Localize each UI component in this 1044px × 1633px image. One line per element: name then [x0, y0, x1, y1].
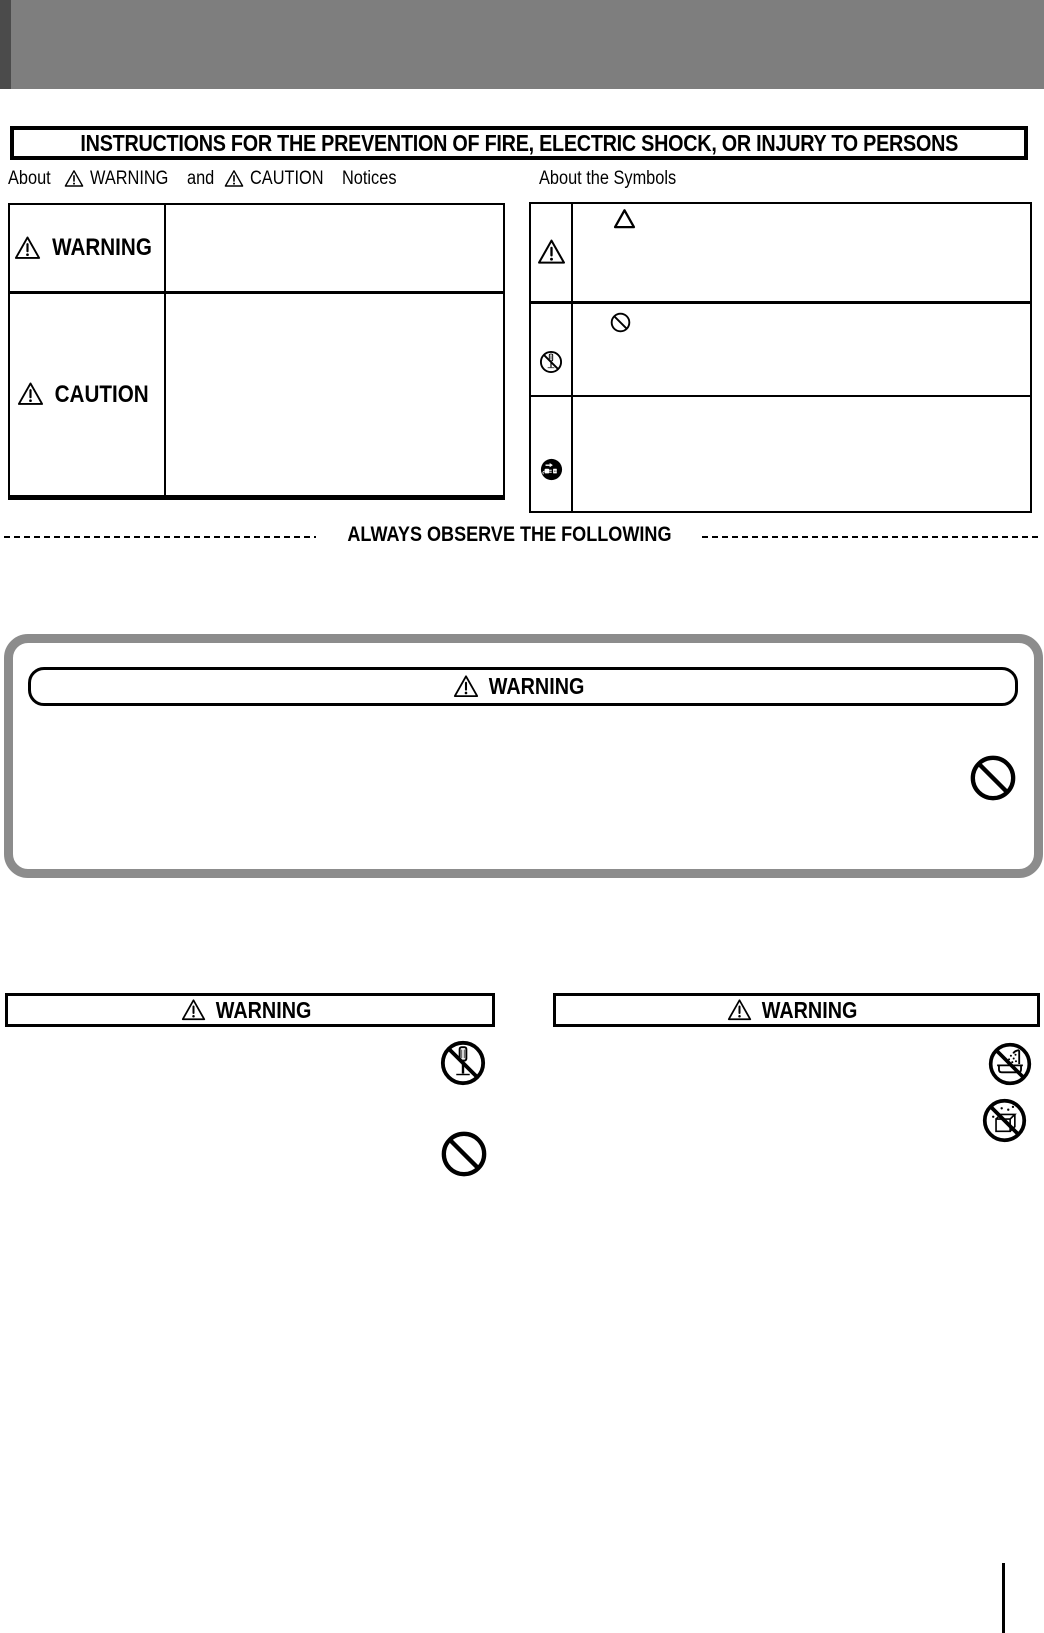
observe-divider-label: ALWAYS OBSERVE THE FOLLOWING — [346, 523, 672, 546]
warning-triangle-icon — [14, 235, 41, 262]
action-symbol-description-cell — [573, 397, 1030, 511]
caution-word: CAUTION — [250, 168, 325, 189]
no-moisture-icon — [981, 1097, 1028, 1144]
notices-legend-table — [8, 203, 505, 500]
warning-triangle-icon — [224, 169, 244, 189]
no-disassembly-icon — [539, 350, 563, 374]
warning-triangle-icon — [537, 238, 566, 267]
action-symbol-cell — [531, 397, 573, 511]
page-header-band — [0, 0, 1044, 89]
notices-word: Notices — [341, 168, 397, 189]
about-symbols-label: About the Symbols — [539, 168, 677, 189]
header-edge-strip — [0, 0, 11, 89]
warning-description-cell — [166, 205, 503, 294]
warning-label: WARNING — [52, 234, 152, 261]
about-symbols-heading — [539, 166, 698, 192]
caution-header-cell — [10, 294, 166, 495]
warning-header-group — [727, 997, 865, 1024]
instructions-title: INSTRUCTIONS FOR THE PREVENTION OF FIRE, ELECTRIC SHOCK, OR INJURY TO PERSONS — [80, 129, 958, 156]
warning-triangle-icon — [181, 998, 206, 1023]
prohibited-symbol-description-cell — [573, 304, 1030, 397]
warning-triangle-icon — [64, 169, 84, 189]
caution-description-cell — [166, 294, 503, 495]
warning-section-header — [28, 667, 1018, 706]
warning-header-label: WARNING — [215, 996, 312, 1023]
about-word: About — [8, 168, 51, 189]
footer-page-rule — [1002, 1563, 1005, 1633]
warning-triangle-icon — [727, 998, 752, 1023]
circle-slash-icon — [969, 754, 1017, 802]
unplug-power-icon — [540, 458, 563, 481]
about-notices-heading — [8, 166, 405, 192]
caution-label: CAUTION — [54, 380, 150, 408]
instructions-title-box — [10, 126, 1028, 160]
divider-dashes-right — [702, 536, 1038, 538]
warning-word: WARNING — [89, 168, 169, 189]
warning-label-group — [14, 234, 160, 262]
observe-divider-title — [316, 523, 702, 547]
warning-triangle-icon — [453, 674, 479, 700]
warning-header-label: WARNING — [489, 673, 585, 699]
triangle-outline-icon — [613, 208, 636, 231]
warning-column-header-right — [553, 993, 1040, 1027]
no-water-bath-icon — [987, 1041, 1033, 1087]
warning-header-cell — [10, 205, 166, 294]
and-word: and — [186, 168, 215, 189]
circle-slash-icon — [440, 1130, 488, 1178]
warning-header-group — [453, 673, 592, 700]
alert-symbol-description-cell — [573, 204, 1030, 304]
warning-header-label: WARNING — [762, 996, 858, 1023]
warning-triangle-icon — [17, 381, 44, 408]
warning-header-group — [181, 997, 319, 1024]
warning-column-header-left — [5, 993, 495, 1027]
no-disassembly-icon — [439, 1039, 487, 1087]
alert-symbol-cell — [531, 204, 573, 304]
circle-slash-icon — [610, 312, 631, 333]
symbols-legend-table — [529, 202, 1032, 513]
divider-dashes-left — [4, 536, 316, 538]
caution-label-group — [17, 381, 156, 409]
prohibited-symbol-cell — [531, 304, 573, 397]
